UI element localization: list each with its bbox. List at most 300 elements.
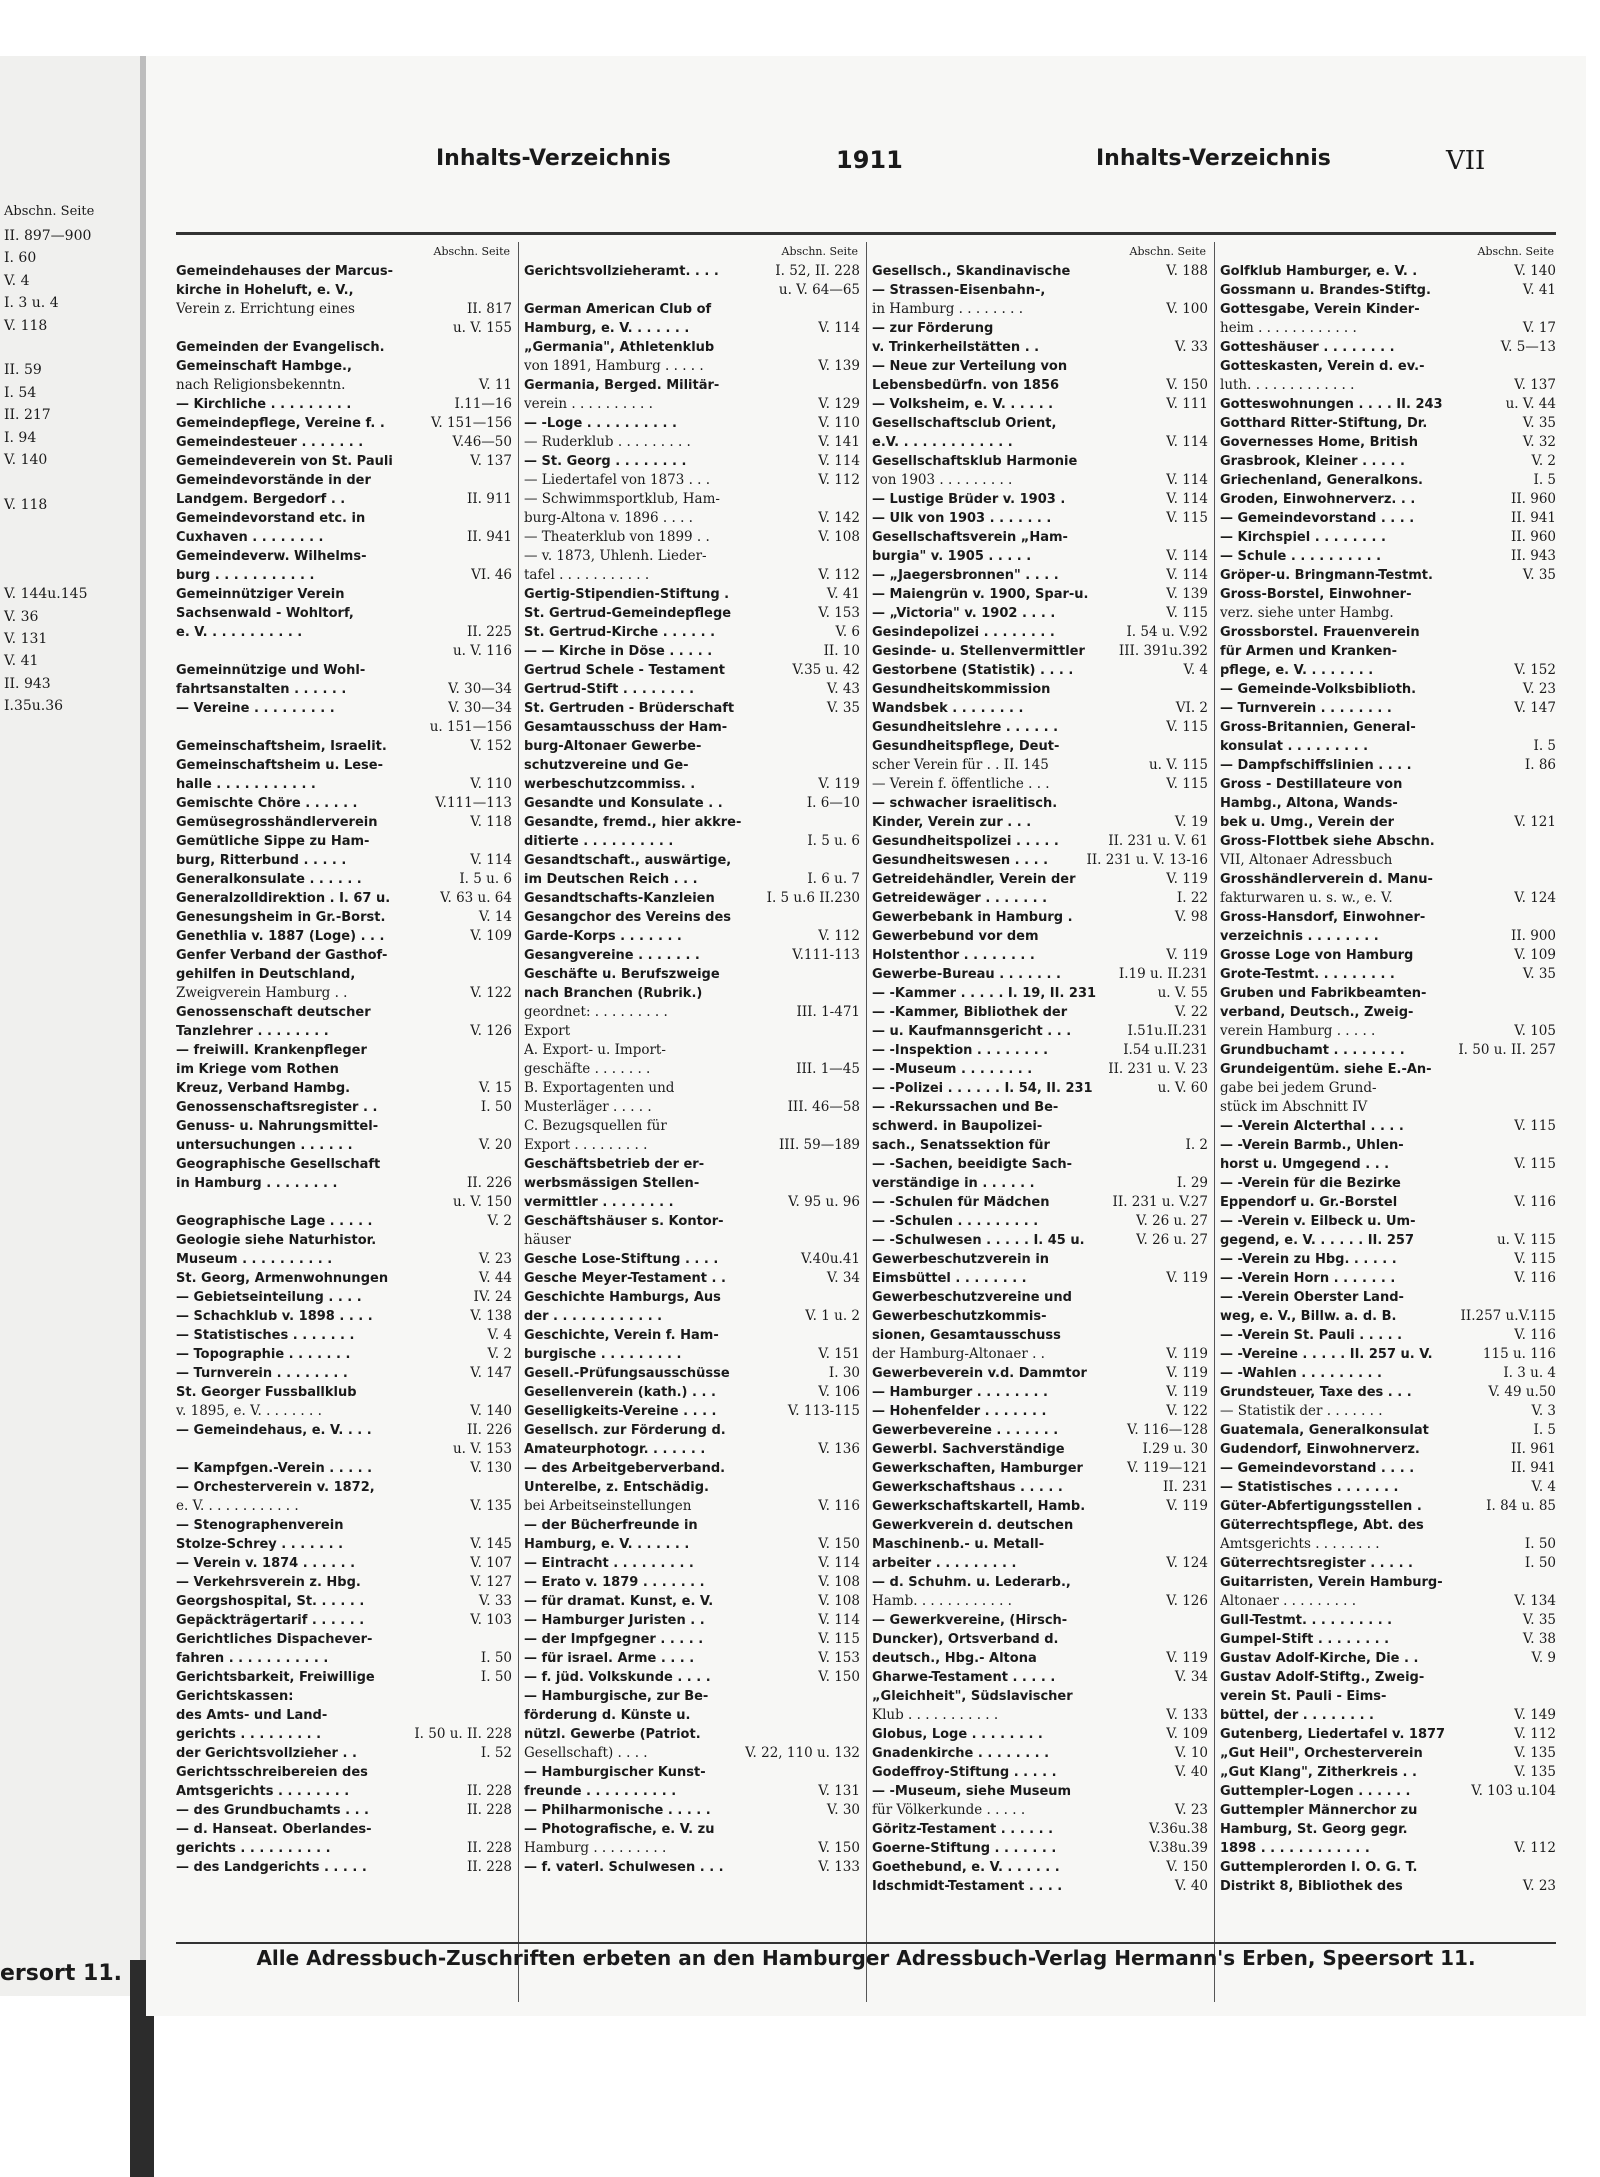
index-entry	[176, 737, 512, 756]
entry-name: Gertrud-Stift . . . . . . . .	[524, 682, 695, 697]
entry-name: — der Impfgegner . . . . .	[524, 1632, 704, 1647]
index-entry	[176, 395, 512, 414]
entry-name: Gesellschaftsclub Orient,	[872, 416, 1057, 431]
index-entry	[1220, 547, 1556, 566]
index-entry	[872, 965, 1208, 984]
entry-name: Lebensbedürfn. von 1856	[872, 378, 1060, 393]
entry-reference: V. 114	[1166, 472, 1208, 488]
entry-name: — Statistisches . . . . . . .	[176, 1328, 355, 1343]
entry-name: — Verkehrsverein z. Hbg.	[176, 1575, 361, 1590]
entry-reference: V. 22, 110 u. 132	[745, 1745, 860, 1761]
index-entry	[524, 1820, 860, 1839]
entry-reference: I. 52, II. 228	[775, 263, 860, 279]
entry-name: Eppendorf u. Gr.-Borstel	[1220, 1195, 1398, 1210]
index-entry	[524, 1554, 860, 1573]
entry-reference: V. 107	[470, 1555, 512, 1571]
entry-name: Duncker), Ortsverband d.	[872, 1632, 1059, 1647]
strip-line: II. 217	[4, 407, 51, 424]
index-entry	[176, 528, 512, 547]
entry-name: — -Verein Alcterthal . . . .	[1220, 1119, 1404, 1134]
entry-name: — -Verein Oberster Land-	[1220, 1290, 1404, 1305]
index-entry	[872, 832, 1208, 851]
entry-name: Gerichtsbarkeit, Freiwillige	[176, 1670, 375, 1685]
entry-reference: V. 114	[1166, 491, 1208, 507]
index-entry	[1220, 680, 1556, 699]
entry-name: Grasbrook, Kleiner . . . . .	[1220, 454, 1405, 469]
index-entry	[1220, 1060, 1556, 1079]
entry-name: Gustav Adolf-Kirche, Die . .	[1220, 1651, 1419, 1666]
entry-name: Gewerbeverein v.d. Dammtor	[872, 1366, 1087, 1381]
entry-name: Genfer Verband der Gasthof-	[176, 948, 388, 963]
entry-name: — d. Schuhm. u. Lederarb.,	[872, 1575, 1071, 1590]
entry-name: — der Bücherfreunde in	[524, 1518, 698, 1533]
index-entry	[1220, 1839, 1556, 1858]
entry-name: schutzvereine und Ge-	[524, 758, 689, 773]
entry-name: bei Arbeitseinstellungen	[524, 1498, 692, 1514]
entry-reference: V. 114	[818, 1612, 860, 1628]
entry-reference: I. 86	[1524, 757, 1556, 773]
index-entry	[1220, 1649, 1556, 1668]
entry-reference: V. 35	[1522, 1612, 1556, 1628]
entry-name: Geschichte, Verein f. Ham-	[524, 1328, 719, 1343]
index-entry	[1220, 1022, 1556, 1041]
entry-name: Maschinenb.- u. Metall-	[872, 1537, 1045, 1552]
entry-reference: V. 133	[1166, 1707, 1208, 1723]
index-entry	[872, 566, 1208, 585]
entry-name: Garde-Korps . . . . . . .	[524, 929, 682, 944]
index-entry	[524, 832, 860, 851]
page-number: VII	[1446, 146, 1486, 176]
index-entry	[524, 1687, 860, 1706]
index-entry	[524, 1022, 860, 1041]
entry-name: — Ulk von 1903 . . . . . . .	[872, 511, 1052, 526]
entry-reference: V. 20	[478, 1137, 512, 1153]
index-entry	[872, 1326, 1208, 1345]
entry-name: gerichts . . . . . . . . . .	[176, 1841, 331, 1856]
entry-name: Export	[524, 1023, 571, 1039]
index-entry	[872, 1592, 1208, 1611]
entry-name: — Gebietseinteilung . . . .	[176, 1290, 362, 1305]
entry-name: Gesellsch., Skandinavische	[872, 264, 1071, 279]
entry-name: Gotteswohnungen . . . . II. 243	[1220, 397, 1443, 412]
entry-reference: I. 5	[1533, 1422, 1556, 1438]
entry-reference: I. 5 u. 6	[459, 871, 512, 887]
entry-reference: V.111-113	[792, 947, 860, 963]
entry-name: Stolze-Schrey . . . . . . .	[176, 1537, 344, 1552]
publisher-footer: Alle Adressbuch-Zuschriften erbeten an den Hamburger Adressbuch-Verlag Hermann's Erben, Speersort 11.	[256, 1946, 1476, 1970]
entry-name: Genethlia v. 1887 (Loge) . . .	[176, 929, 385, 944]
entry-name: e. V. . . . . . . . . . . .	[176, 1498, 299, 1514]
entry-name: untersuchungen . . . . . .	[176, 1138, 353, 1153]
entry-reference: V. 112	[818, 928, 860, 944]
entry-name: stück im Abschnitt IV	[1220, 1099, 1368, 1115]
index-entry	[524, 851, 860, 870]
index-entry	[1220, 1516, 1556, 1535]
index-entry	[872, 1706, 1208, 1725]
entry-name: — -Verein zu Hbg. . . . . .	[1220, 1252, 1397, 1267]
index-entry	[872, 1383, 1208, 1402]
index-entry	[1220, 1250, 1556, 1269]
entry-reference: V. 116—128	[1126, 1422, 1208, 1438]
entry-name: — -Verein St. Pauli . . . . .	[1220, 1328, 1403, 1343]
entry-reference: III. 1-471	[796, 1004, 860, 1020]
entry-name: Gustav Adolf-Stiftg., Zweig-	[1220, 1670, 1425, 1685]
entry-name: — f. jüd. Volkskunde . . . .	[524, 1670, 711, 1685]
index-entry	[872, 1003, 1208, 1022]
entry-name: — Schachklub v. 1898 . . . .	[176, 1309, 373, 1324]
header-year: 1911	[836, 146, 903, 174]
index-entry	[524, 1117, 860, 1136]
previous-page-strip	[0, 56, 146, 1996]
index-entry	[872, 1839, 1208, 1858]
index-entry	[1220, 984, 1556, 1003]
index-entry	[872, 1079, 1208, 1098]
entry-reference: V. 151	[818, 1346, 860, 1362]
entry-name: des Amts- und Land-	[176, 1708, 328, 1723]
entry-name: German American Club of	[524, 302, 712, 317]
entry-name: Gerichtsvollzieheramt. . . .	[524, 264, 719, 279]
entry-name: Gesche Meyer-Testament . .	[524, 1271, 726, 1286]
index-entry	[1220, 661, 1556, 680]
entry-reference: V.38u.39	[1148, 1840, 1208, 1856]
entry-name: verband, Deutsch., Zweig-	[1220, 1005, 1414, 1020]
entry-name: — Hamburgische, zur Be-	[524, 1689, 709, 1704]
index-entry	[1220, 1421, 1556, 1440]
index-entry	[524, 1801, 860, 1820]
index-entry	[524, 908, 860, 927]
entry-name: Geschichte Hamburgs, Aus	[524, 1290, 721, 1305]
index-entry	[524, 1193, 860, 1212]
index-entry	[176, 1497, 512, 1516]
entry-name: Godeffroy-Stiftung . . . . .	[872, 1765, 1057, 1780]
index-entry	[176, 1649, 512, 1668]
entry-name: — Schwimmsportklub, Ham-	[524, 491, 720, 507]
entry-reference: V. 108	[818, 529, 860, 545]
entry-name: VII, Altonaer Adressbuch	[1220, 852, 1393, 868]
index-entry	[1220, 927, 1556, 946]
entry-reference: V. 40	[1174, 1878, 1208, 1894]
entry-name: werbeschutzcommiss. .	[524, 777, 696, 792]
entry-reference: V. 116	[1514, 1270, 1556, 1286]
index-entry	[1220, 1535, 1556, 1554]
entry-name: Hamburg . . . . . . . . .	[524, 1840, 667, 1856]
entry-reference: V. 152	[1514, 662, 1556, 678]
entry-reference: V. 109	[1166, 1726, 1208, 1742]
index-entry	[872, 851, 1208, 870]
index-entry	[1220, 414, 1556, 433]
entry-name: — -Kammer, Bibliothek der	[872, 1005, 1068, 1020]
index-entry	[524, 528, 860, 547]
entry-name: scher Verein für . . II. 145	[872, 757, 1049, 773]
entry-reference: V. 147	[470, 1365, 512, 1381]
entry-name: — Gemeindehaus, e. V. . . .	[176, 1423, 372, 1438]
entry-reference: V. 140	[1514, 263, 1556, 279]
entry-name: Gesandtschafts-Kanzleien	[524, 891, 715, 906]
index-entry	[1220, 1801, 1556, 1820]
index-entry	[524, 813, 860, 832]
entry-name: — u. Kaufmannsgericht . . .	[872, 1024, 1072, 1039]
entry-reference: V. 35	[1522, 966, 1556, 982]
entry-name: Export . . . . . . . . .	[524, 1137, 648, 1153]
column-header: Abschn. Seite	[1477, 245, 1554, 258]
entry-reference: V. 41	[826, 586, 860, 602]
index-entry	[1220, 604, 1556, 623]
index-entry	[524, 1136, 860, 1155]
entry-reference: V.111—113	[435, 795, 512, 811]
entry-reference: V. 63 u. 64	[440, 890, 512, 906]
entry-name: — Orchesterverein v. 1872,	[176, 1480, 375, 1495]
entry-reference: V. 23	[1174, 1802, 1208, 1818]
entry-name: Eimsbüttel . . . . . . . .	[872, 1271, 1027, 1286]
index-entry	[524, 433, 860, 452]
index-entry	[176, 1421, 512, 1440]
entry-reference: 115 u. 116	[1482, 1346, 1556, 1362]
index-entry	[1220, 1687, 1556, 1706]
entry-name: Getreidewäger . . . . . . .	[872, 891, 1048, 906]
entry-name: Amateurphotogr. . . . . . .	[524, 1442, 706, 1457]
entry-name: Gemeindevorstand etc. in	[176, 511, 366, 526]
entry-name: Gesangchor des Vereins des	[524, 910, 732, 925]
entry-name: — Volksheim, e. V. . . . . .	[872, 397, 1054, 412]
index-entry	[1220, 300, 1556, 319]
entry-name: Gharwe-Testament . . . . .	[872, 1670, 1056, 1685]
entry-name: Germania, Berged. Militär-	[524, 378, 720, 393]
entry-name: Guitarristen, Verein Hamburg-	[1220, 1575, 1443, 1590]
entry-name: Kinder, Verein zur . . .	[872, 815, 1032, 830]
index-entry	[524, 300, 860, 319]
entry-reference: V. 147	[1514, 700, 1556, 716]
index-entry	[176, 319, 512, 338]
index-entry	[524, 1212, 860, 1231]
entry-reference: III. 1—45	[796, 1061, 860, 1077]
entry-reference: V. 26 u. 27	[1136, 1213, 1208, 1229]
entry-name: von 1903 . . . . . . . . .	[872, 472, 1013, 488]
entry-reference: I. 50	[1524, 1555, 1556, 1571]
entry-reference: II. 231 u. V.27	[1112, 1194, 1208, 1210]
entry-reference: V. 40	[1174, 1764, 1208, 1780]
entry-reference: V. 142	[818, 510, 860, 526]
entry-name: — Stenographenverein	[176, 1518, 344, 1533]
entry-name: Gesangvereine . . . . . . .	[524, 948, 700, 963]
index-entry	[1220, 1668, 1556, 1687]
entry-name: Gemeinnützige und Wohl-	[176, 663, 366, 678]
entry-name: Gesell.-Prüfungsausschüsse	[524, 1366, 730, 1381]
index-entry	[872, 585, 1208, 604]
entry-name: — -Schulen . . . . . . . . .	[872, 1214, 1039, 1229]
index-entry	[524, 775, 860, 794]
strip-line: II. 897—900	[4, 228, 92, 244]
index-entry	[176, 1535, 512, 1554]
entry-reference: V. 118	[470, 814, 512, 830]
entry-name: Hamb. . . . . . . . . . . .	[872, 1593, 1012, 1609]
index-entry	[1220, 1478, 1556, 1497]
index-entry	[1220, 528, 1556, 547]
entry-name: Gutenberg, Liedertafel v. 1877	[1220, 1727, 1446, 1742]
entry-name: pflege, e. V. . . . . . . .	[1220, 663, 1374, 678]
entry-name: sach., Senatssektion für	[872, 1138, 1050, 1153]
entry-name: Gemeindesteuer . . . . . . .	[176, 435, 364, 450]
index-entry	[1220, 357, 1556, 376]
entry-name: Gudendorf, Einwohnerverz.	[1220, 1442, 1420, 1457]
index-entry	[1220, 281, 1556, 300]
entry-name: — Kampfgen.-Verein . . . . .	[176, 1461, 373, 1476]
index-entry	[524, 870, 860, 889]
entry-name: Gewerbeschutzverein in	[872, 1252, 1050, 1267]
entry-name: — Hamburger . . . . . . . .	[872, 1385, 1048, 1400]
index-entry	[1220, 1345, 1556, 1364]
entry-reference: V. 35	[826, 700, 860, 716]
index-entry	[872, 604, 1208, 623]
entry-reference: V. 43	[826, 681, 860, 697]
index-entry	[524, 376, 860, 395]
entry-reference: V. 110	[470, 776, 512, 792]
index-entry	[872, 1478, 1208, 1497]
entry-name: verein St. Pauli - Eims-	[1220, 1689, 1387, 1704]
entry-name: Gewerbevereine . . . . . . .	[872, 1423, 1059, 1438]
index-entry	[176, 1003, 512, 1022]
entry-name: Gesindepolizei . . . . . . . .	[872, 625, 1055, 640]
entry-reference: V. 115	[1514, 1251, 1556, 1267]
index-entry	[524, 1440, 860, 1459]
index-entry	[176, 585, 512, 604]
entry-name: gegend, e. V. . . . . . II. 257	[1220, 1233, 1414, 1248]
entry-reference: V. 95 u. 96	[788, 1194, 860, 1210]
entry-reference: II. 911	[466, 491, 512, 507]
entry-name: Sachsenwald - Wohltorf,	[176, 606, 354, 621]
index-entry	[1220, 870, 1556, 889]
index-entry	[872, 1250, 1208, 1269]
entry-name: A. Export- u. Import-	[524, 1042, 666, 1058]
index-entry	[872, 1117, 1208, 1136]
index-entry	[524, 1725, 860, 1744]
index-entry	[872, 433, 1208, 452]
index-entry	[176, 1725, 512, 1744]
entry-reference: II. 226	[466, 1175, 512, 1191]
entry-reference: II. 231 u. V. 23	[1108, 1061, 1208, 1077]
index-entry	[1220, 851, 1556, 870]
index-entry	[176, 965, 512, 984]
entry-name: — Gewerkvereine, (Hirsch-	[872, 1613, 1068, 1628]
entry-name: Gewerkverein d. deutschen	[872, 1518, 1074, 1533]
entry-name: — -Museum . . . . . . . .	[872, 1062, 1033, 1077]
index-entry	[176, 1212, 512, 1231]
index-entry	[872, 281, 1208, 300]
column-divider	[866, 242, 867, 2002]
strip-line	[0, 516, 140, 538]
entry-name: Göritz-Testament . . . . . .	[872, 1822, 1054, 1837]
entry-name: burgia" v. 1905 . . . . .	[872, 549, 1032, 564]
entry-reference: VI. 46	[471, 567, 512, 583]
strip-lines	[0, 225, 140, 718]
index-entry	[1220, 1725, 1556, 1744]
entry-name: Gewerbebund vor dem	[872, 929, 1039, 944]
entry-name: — -Verein v. Eilbeck u. Um-	[1220, 1214, 1416, 1229]
entry-reference: V. 44	[478, 1270, 512, 1286]
index-column-4	[1220, 242, 1556, 2002]
entry-reference: V. 138	[470, 1308, 512, 1324]
entry-reference: V. 137	[470, 453, 512, 469]
entry-name: Grundsteuer, Taxe des . . .	[1220, 1385, 1412, 1400]
entry-name: v. Trinkerheilstätten . .	[872, 340, 1040, 355]
entry-reference: II. 231 u. V. 61	[1108, 833, 1208, 849]
index-entry	[176, 1630, 512, 1649]
entry-name: Gross-Flottbek siehe Abschn.	[1220, 834, 1435, 849]
entry-reference: V. 33	[478, 1593, 512, 1609]
entry-reference: V. 150	[818, 1840, 860, 1856]
index-column-2	[524, 242, 860, 2002]
entry-reference: V. 119	[1166, 947, 1208, 963]
entry-reference: II. 10	[823, 643, 860, 659]
entry-name: St. Gertrud-Gemeindepflege	[524, 606, 732, 621]
index-entry	[872, 300, 1208, 319]
entry-name: Gemüsegrosshändlerverein	[176, 815, 378, 830]
entry-reference: II. 960	[1510, 529, 1556, 545]
index-entry	[176, 1782, 512, 1801]
entry-name: — -Verein für die Bezirke	[1220, 1176, 1401, 1191]
strip-line: I. 60	[4, 250, 37, 267]
index-entry	[872, 528, 1208, 547]
entry-name: gerichts . . . . . . . . .	[176, 1727, 322, 1742]
entry-name: in Hamburg . . . . . . . .	[872, 301, 1024, 317]
index-entry	[1220, 1611, 1556, 1630]
index-entry	[524, 452, 860, 471]
page-header	[146, 146, 1586, 186]
entry-name: ditierte . . . . . . . . . .	[524, 834, 674, 849]
entry-name: Hambg., Altona, Wands-	[1220, 796, 1398, 811]
entry-name: Verein z. Errichtung eines	[176, 301, 355, 317]
entry-name: — -Loge . . . . . . . . . .	[524, 416, 677, 431]
entry-reference: V. 116	[1514, 1327, 1556, 1343]
strip-line: I.35u.36	[4, 698, 64, 715]
entry-name: „Germania", Athletenklub	[524, 340, 715, 355]
index-entry	[524, 623, 860, 642]
index-entry	[524, 1858, 860, 1877]
entry-name: Gossmann u. Brandes-Stiftg.	[1220, 283, 1431, 298]
entry-name: verständige in . . . . . .	[872, 1176, 1035, 1191]
entry-name: Gesundheitskommission	[872, 682, 1051, 697]
entry-reference: V. 4	[1183, 662, 1208, 678]
index-entry	[524, 889, 860, 908]
entry-name: Guttemplerorden I. O. G. T.	[1220, 1860, 1418, 1875]
index-entry	[176, 832, 512, 851]
entry-name: nach Religionsbekenntn.	[176, 377, 346, 393]
entry-reference: V. 114	[818, 453, 860, 469]
entry-reference: V. 126	[1166, 1593, 1208, 1609]
entry-name: — freiwill. Krankenpfleger	[176, 1043, 367, 1058]
index-entry	[524, 927, 860, 946]
index-entry	[872, 1402, 1208, 1421]
entry-reference: u. V. 150	[452, 1194, 512, 1210]
entry-name: Zweigverein Hamburg . .	[176, 985, 348, 1001]
entry-reference: II. 228	[466, 1802, 512, 1818]
entry-reference: V. 2	[487, 1346, 512, 1362]
entry-reference: V. 109	[1514, 947, 1556, 963]
entry-name: — -Sachen, beeidigte Sach-	[872, 1157, 1073, 1172]
entry-reference: III. 391u.392	[1118, 643, 1208, 659]
strip-line	[0, 561, 140, 583]
index-entry	[1220, 1706, 1556, 1725]
entry-name: für Armen und Kranken-	[1220, 644, 1398, 659]
entry-name: St. Georger Fussballklub	[176, 1385, 357, 1400]
index-entry	[176, 794, 512, 813]
index-entry	[176, 604, 512, 623]
entry-name: Grosshändlerverein d. Manu-	[1220, 872, 1433, 887]
entry-reference: II. 941	[466, 529, 512, 545]
index-entry	[176, 490, 512, 509]
entry-name: Getreidehändler, Verein der	[872, 872, 1076, 887]
index-entry	[1220, 718, 1556, 737]
entry-reference: V. 5—13	[1500, 339, 1556, 355]
